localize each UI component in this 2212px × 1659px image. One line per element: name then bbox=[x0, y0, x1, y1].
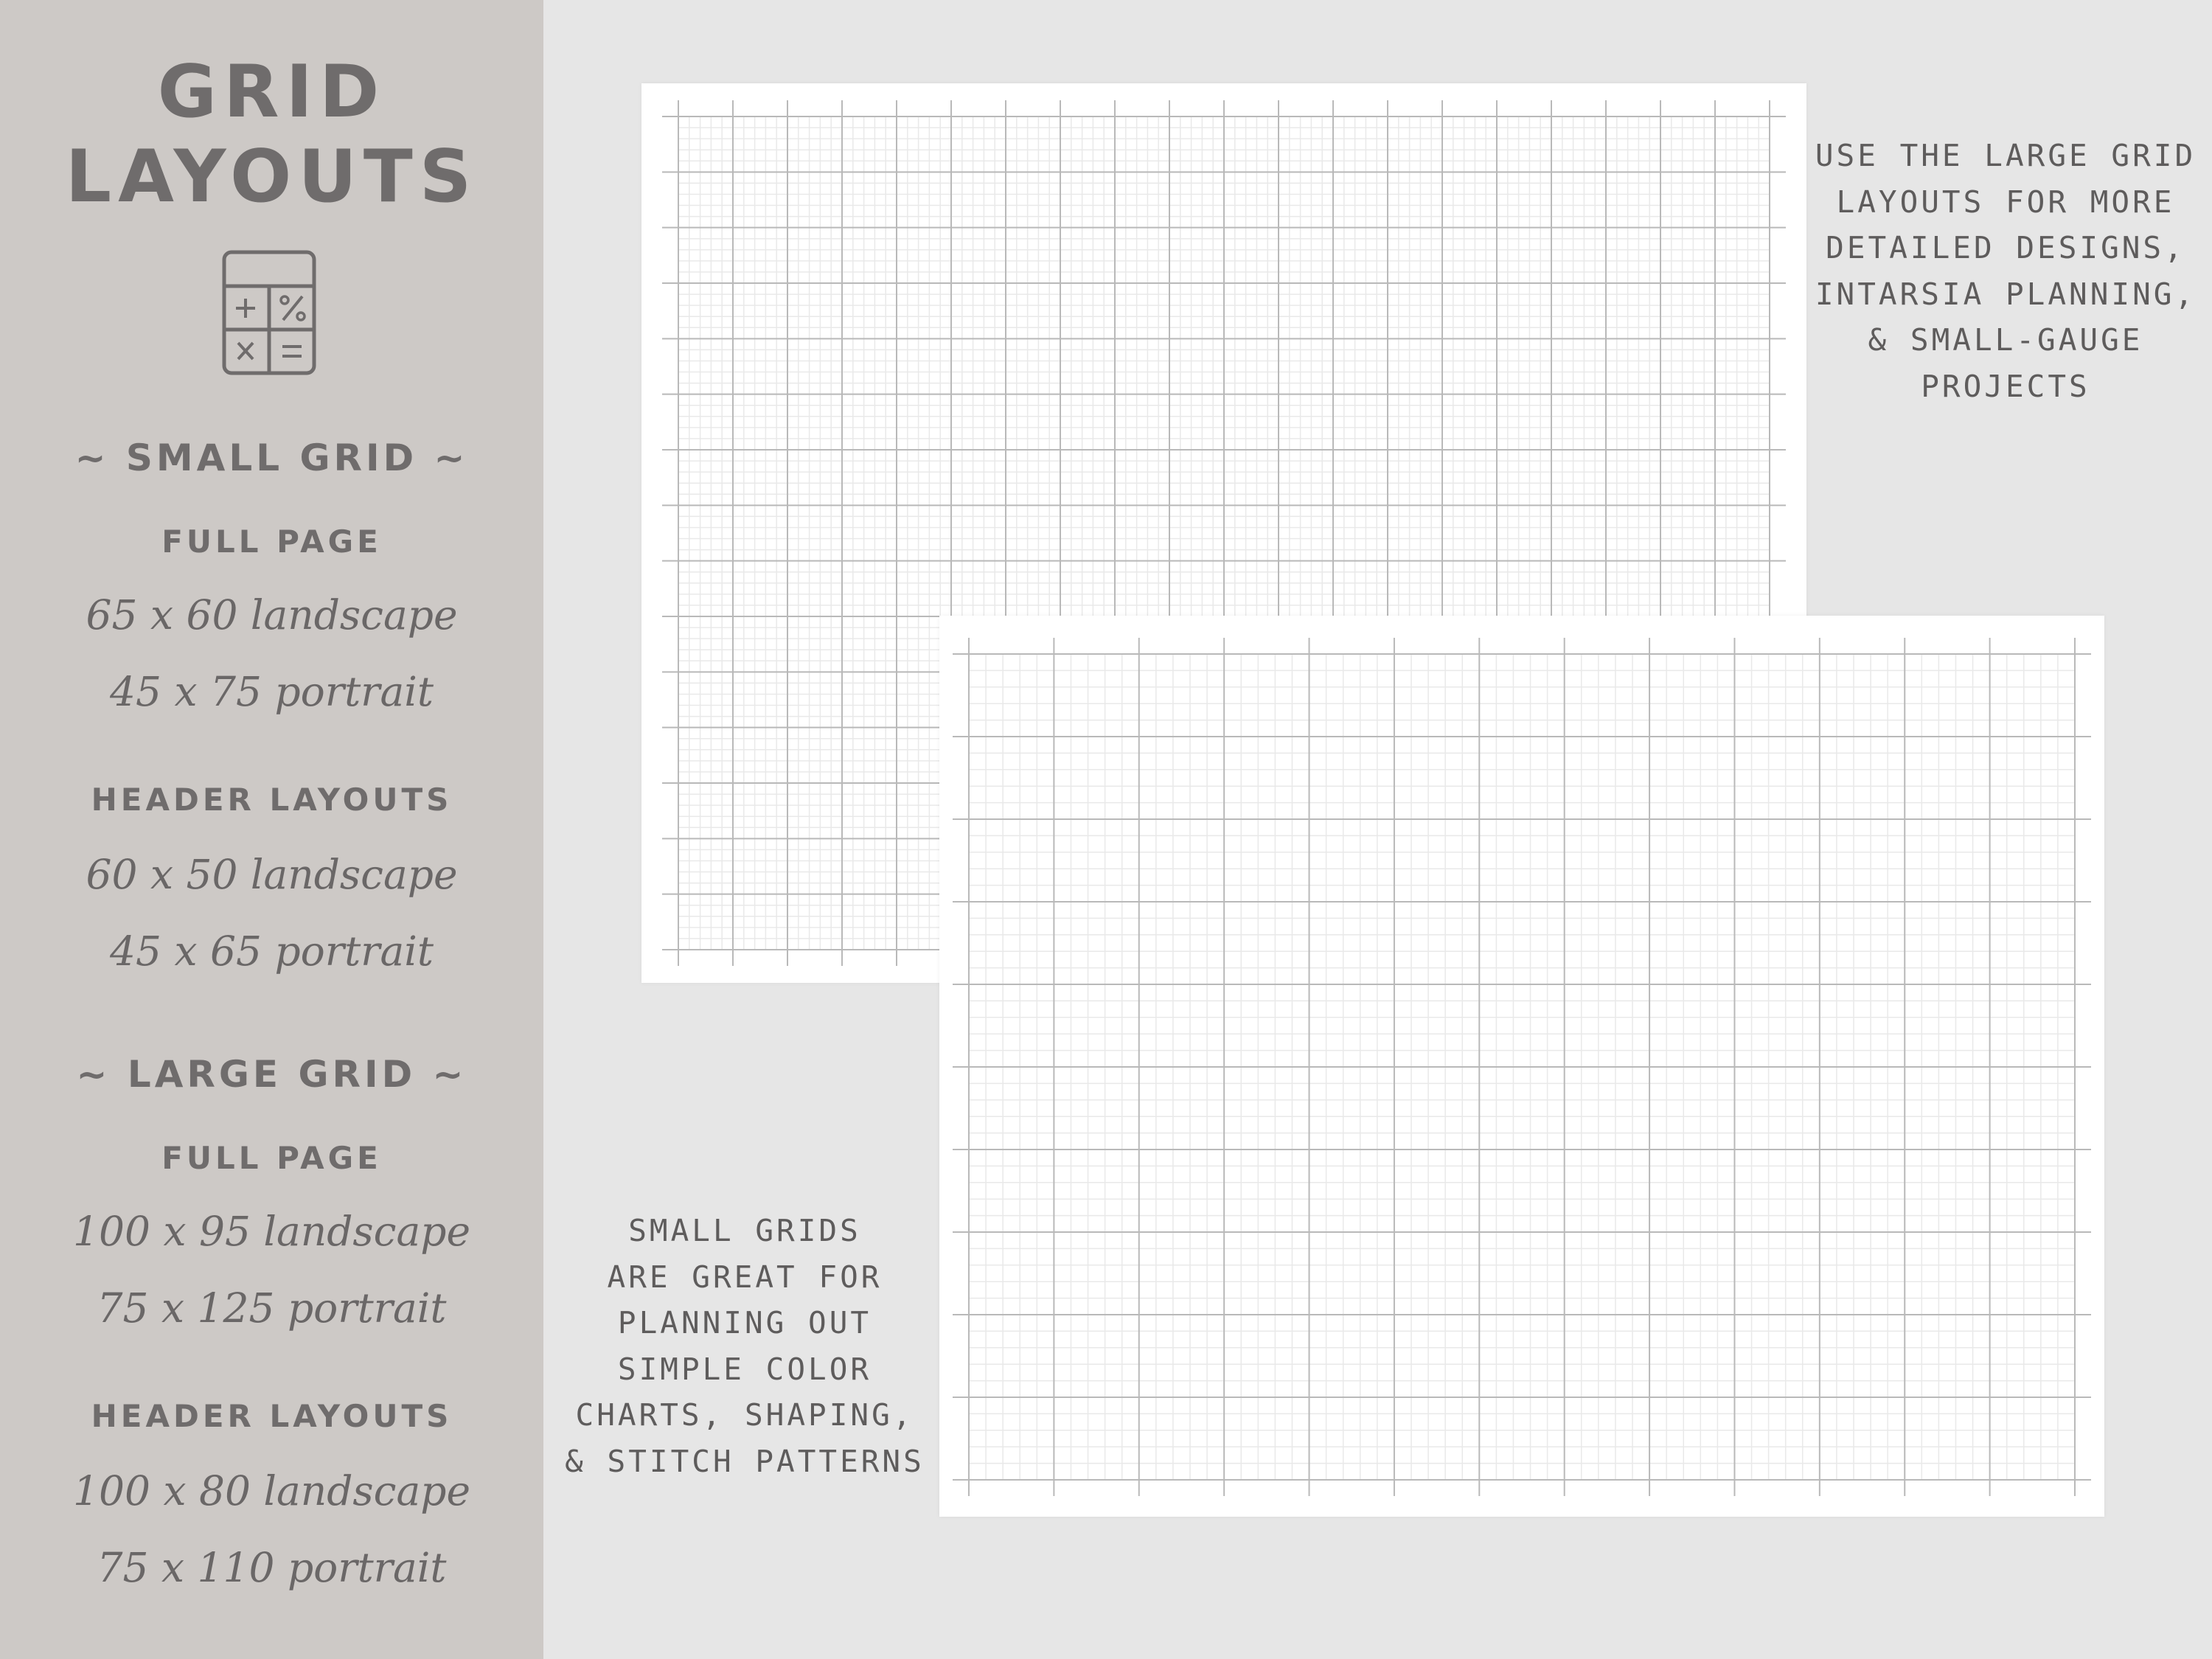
large-grid-header-landscape: 100 x 80 landscape bbox=[72, 1467, 471, 1514]
small-grid-note-line: SMALL GRIDS bbox=[628, 1213, 861, 1248]
small-grid-full-page-landscape: 65 x 60 landscape bbox=[86, 591, 458, 639]
large-grid-note-line: & SMALL-GAUGE bbox=[1868, 322, 2143, 358]
small-grid-note-line: ARE GREAT FOR bbox=[607, 1259, 883, 1295]
large-grid-note-line: DETAILED DESIGNS, bbox=[1826, 230, 2185, 265]
small-grid-note-line: & STITCH PATTERNS bbox=[565, 1443, 925, 1479]
small-grid-note bbox=[549, 1208, 940, 1484]
large-grid-full-page-label: FULL PAGE bbox=[161, 1140, 382, 1176]
large-grid-note-line: USE THE LARGE GRID bbox=[1815, 138, 2197, 173]
large-grid-sheet bbox=[939, 616, 2104, 1517]
small-grid-note-line: PLANNING OUT bbox=[617, 1305, 872, 1340]
large-grid-heading: ~ LARGE GRID ~ bbox=[76, 1053, 467, 1096]
title-line-1: GRID bbox=[157, 50, 386, 134]
large-grid-full-page-landscape: 100 x 95 landscape bbox=[72, 1208, 471, 1255]
large-grid-header-label: HEADER LAYOUTS bbox=[91, 1398, 453, 1434]
sidebar bbox=[0, 0, 543, 1659]
small-grid-full-page-label: FULL PAGE bbox=[161, 524, 382, 560]
large-grid-header-portrait: 75 x 110 portrait bbox=[97, 1544, 447, 1591]
small-grid-note-line: SIMPLE COLOR bbox=[617, 1351, 872, 1387]
large-grid-note bbox=[1799, 133, 2212, 409]
large-grid-note-line: LAYOUTS FOR MORE bbox=[1836, 184, 2175, 220]
large-grid-note-line: PROJECTS bbox=[1921, 368, 2090, 404]
large-grid-lines bbox=[939, 616, 2104, 1517]
large-grid-full-page-portrait: 75 x 125 portrait bbox=[97, 1284, 447, 1332]
small-grid-heading: ~ SMALL GRID ~ bbox=[74, 437, 469, 479]
small-grid-header-landscape: 60 x 50 landscape bbox=[86, 851, 458, 898]
small-grid-header-portrait: 45 x 65 portrait bbox=[110, 928, 434, 975]
small-grid-header-label: HEADER LAYOUTS bbox=[91, 782, 453, 818]
title-line-2: LAYOUTS bbox=[65, 135, 479, 219]
calculator-icon bbox=[221, 249, 317, 376]
large-grid-note-line: INTARSIA PLANNING, bbox=[1815, 276, 2197, 312]
small-grid-note-line: CHARTS, SHAPING, bbox=[575, 1397, 914, 1433]
small-grid-full-page-portrait: 45 x 75 portrait bbox=[110, 668, 434, 715]
